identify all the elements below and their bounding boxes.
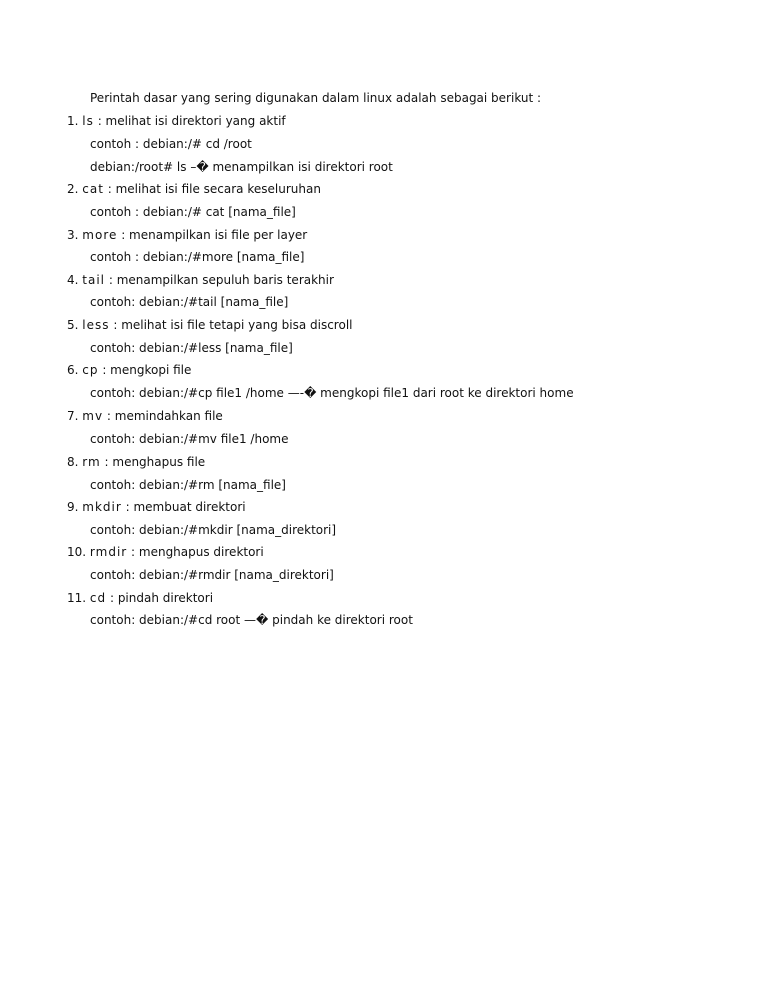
list-item-rmdir xyxy=(67,545,264,559)
example-line: contoh: debian:/#rmdir [nama_direktori] xyxy=(90,568,334,582)
item-number: 2. xyxy=(67,182,79,196)
command-description: : pindah direktori xyxy=(106,591,214,605)
command-description: : menampilkan isi file per layer xyxy=(117,228,308,242)
list-item-rm xyxy=(67,455,205,469)
command-name: mkdir xyxy=(82,500,122,514)
example-line: contoh: debian:/#cd root —� pindah ke direktori root xyxy=(90,613,413,627)
example-line: debian:/root# ls –� menampilkan isi direktori root xyxy=(90,160,393,174)
command-description: : menghapus file xyxy=(100,455,206,469)
item-number: 11. xyxy=(67,591,87,605)
example-line: contoh : debian:/# cd /root xyxy=(90,137,252,151)
command-name: mv xyxy=(82,409,104,423)
item-number: 3. xyxy=(67,228,79,242)
command-name: less xyxy=(82,318,110,332)
command-name: rm xyxy=(82,455,101,469)
example-line: contoh: debian:/#mkdir [nama_direktori] xyxy=(90,523,337,537)
command-name: tail xyxy=(82,273,106,287)
example-line: contoh: debian:/#rm [nama_file] xyxy=(90,478,286,492)
command-name: cat xyxy=(82,182,104,196)
item-number: 6. xyxy=(67,363,79,377)
item-number: 1. xyxy=(67,114,79,128)
command-description: : memindahkan file xyxy=(103,409,223,423)
item-number: 7. xyxy=(67,409,79,423)
item-number: 10. xyxy=(67,545,87,559)
command-name: more xyxy=(82,228,118,242)
command-description: : menampilkan sepuluh baris terakhir xyxy=(105,273,334,287)
list-item-mv xyxy=(67,409,223,423)
list-item-cp xyxy=(67,363,191,377)
command-description: : melihat isi direktori yang aktif xyxy=(93,114,286,128)
example-line: contoh : debian:/# cat [nama_file] xyxy=(90,205,296,219)
list-item-mkdir xyxy=(67,500,246,514)
item-number: 4. xyxy=(67,273,79,287)
example-line: contoh: debian:/#tail [nama_file] xyxy=(90,295,289,309)
example-line: contoh : debian:/#more [nama_file] xyxy=(90,250,305,264)
command-name: cd xyxy=(89,591,107,605)
command-name: rmdir xyxy=(89,545,128,559)
list-item-more xyxy=(67,228,307,242)
command-description: : melihat isi file tetapi yang bisa discroll xyxy=(109,318,353,332)
command-description: : mengkopi file xyxy=(98,363,192,377)
command-name: cp xyxy=(82,363,99,377)
intro-text: Perintah dasar yang sering digunakan dalam linux adalah sebagai berikut : xyxy=(90,91,542,105)
example-line: contoh: debian:/#mv file1 /home xyxy=(90,432,289,446)
command-description: : membuat direktori xyxy=(121,500,246,514)
list-item-cd xyxy=(67,591,213,605)
example-line: contoh: debian:/#less [nama_file] xyxy=(90,341,293,355)
command-name: ls xyxy=(82,114,94,128)
list-item-tail xyxy=(67,273,334,287)
item-number: 9. xyxy=(67,500,79,514)
item-number: 8. xyxy=(67,455,79,469)
list-item-cat xyxy=(67,182,321,196)
command-description: : melihat isi file secara keseluruhan xyxy=(103,182,321,196)
item-number: 5. xyxy=(67,318,79,332)
example-line: contoh: debian:/#cp file1 /home —-� mengkopi file1 dari root ke direktori home xyxy=(90,386,574,400)
command-description: : menghapus direktori xyxy=(127,545,264,559)
list-item-ls xyxy=(67,114,286,128)
list-item-less xyxy=(67,318,353,332)
